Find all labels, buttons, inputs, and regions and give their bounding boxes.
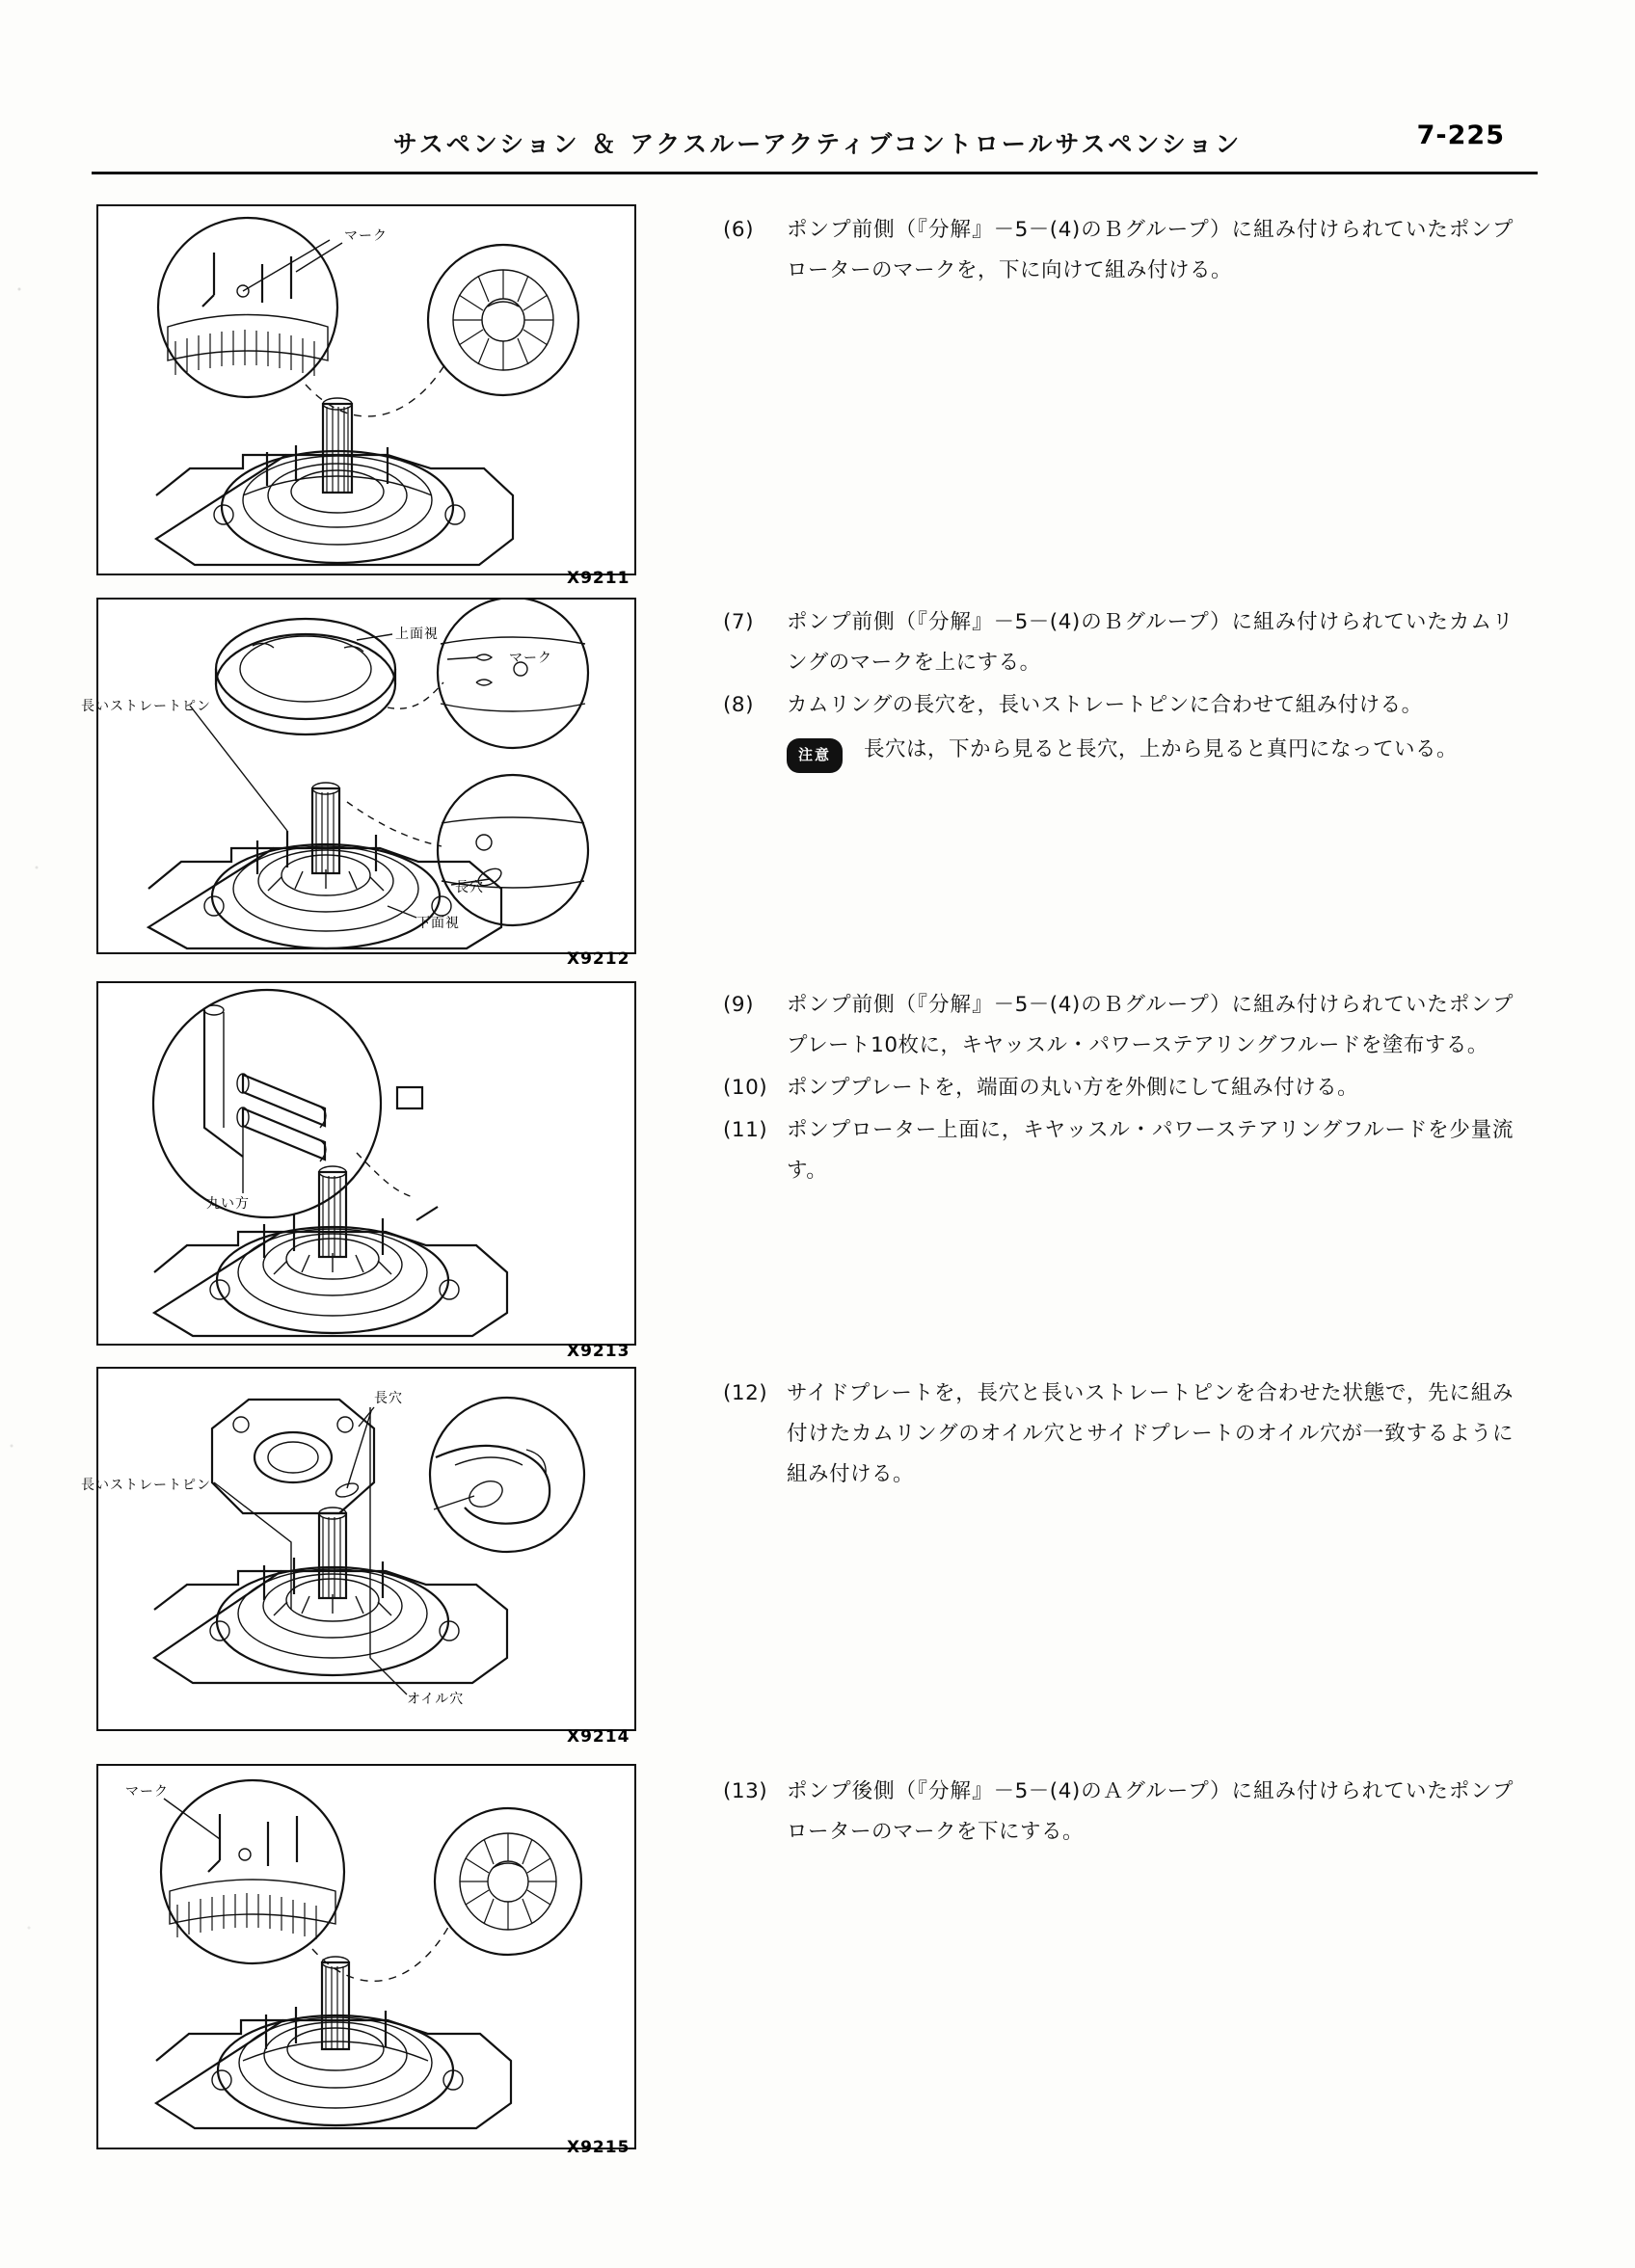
step-11-number: (11) (723, 1117, 768, 1142)
page-header (0, 125, 1635, 160)
step-11 (723, 1110, 1514, 1191)
figure-x9212-callout-bottom-view: 下面視 (416, 916, 460, 931)
figure-x9214-code: X9214 (567, 1727, 630, 1747)
step-group-7-8 (723, 602, 1514, 773)
step-6-text: ポンプ前側（『分解』－5－(4)のＢグループ）に組み付けられていたポンプローターのマークを，下に向けて組み付ける。 (787, 218, 1514, 282)
step-6-number: (6) (723, 218, 754, 242)
step-9-number: (9) (723, 993, 754, 1017)
figure-x9211 (96, 204, 636, 575)
figure-x9211-drawing (98, 206, 634, 574)
step-7-text: ポンプ前側（『分解』－5－(4)のＢグループ）に組み付けられていたカムリングのマークを上にする。 (787, 610, 1514, 675)
step-group-12 (723, 1374, 1514, 1497)
step-12-text: サイドプレートを，長穴と長いストレートピンを合わせた状態で，先に組み付けたカムリングのオイル穴とサイドプレートのオイル穴が一致するように組み付ける。 (787, 1381, 1514, 1486)
figure-x9214-callout-slot: 長穴 (374, 1391, 403, 1406)
figure-x9212-callout-long-straight-pin: 長いストレートピン (81, 699, 211, 714)
step-6 (723, 210, 1514, 291)
step-7-number: (7) (723, 610, 754, 634)
step-9 (723, 985, 1514, 1066)
step-13-text: ポンプ後側（『分解』－5－(4)のＡグループ）に組み付けられていたポンプローターのマークを下にする。 (787, 1779, 1514, 1844)
step-12-number: (12) (723, 1381, 768, 1405)
step-10-number: (10) (723, 1075, 768, 1100)
figure-x9215-callout-mark: マーク (125, 1784, 169, 1800)
figure-x9212-drawing (98, 600, 634, 952)
figure-x9213-callout-round-side: 丸い方 (206, 1196, 250, 1212)
figure-x9212-callout-slot: 長穴 (455, 880, 484, 895)
figure-x9215 (96, 1764, 636, 2149)
step-group-6 (723, 210, 1514, 293)
figure-x9213-code: X9213 (567, 1342, 630, 1361)
figure-x9215-code: X9215 (567, 2138, 630, 2157)
step-12 (723, 1374, 1514, 1495)
step-7 (723, 602, 1514, 683)
page-number: 7-225 (1416, 120, 1505, 150)
step-group-9-11 (723, 985, 1514, 1193)
figure-x9213 (96, 981, 636, 1346)
step-10 (723, 1068, 1514, 1108)
scan-edge-artifact (0, 0, 58, 2268)
caution-badge: 注意 (787, 738, 843, 773)
figure-x9212-callout-mark: マーク (509, 651, 552, 666)
step-11-text: ポンプローター上面に，キヤッスル・パワーステアリングフルードを少量流す。 (787, 1117, 1514, 1183)
step-10-text: ポンププレートを，端面の丸い方を外側にして組み付ける。 (787, 1075, 1359, 1100)
step-8-text: カムリングの長穴を，長いストレートピンに合わせて組み付ける。 (787, 692, 1423, 717)
caution-note (787, 730, 1514, 773)
figure-x9214 (81, 1367, 636, 1731)
step-9-text: ポンプ前側（『分解』－5－(4)のＢグループ）に組み付けられていたポンププレート10枚に，キヤッスル・パワーステアリングフルードを塗布する。 (787, 993, 1514, 1057)
figure-x9212-code: X9212 (567, 949, 630, 969)
figure-x9214-callout-oil-hole: オイル穴 (407, 1692, 465, 1707)
caution-text: 長穴は，下から見ると長穴，上から見ると真円になっている。 (864, 736, 1459, 761)
figure-x9213-drawing (98, 983, 634, 1344)
figure-x9214-drawing (98, 1369, 634, 1729)
page-title: サスペンション ＆ アクスルーアクティブコントロールサスペンション (392, 130, 1243, 158)
figure-x9214-callout-long-straight-pin: 長いストレートピン (81, 1478, 211, 1493)
figure-x9211-callout-mark: マーク (344, 228, 388, 244)
figure-x9212 (81, 598, 636, 954)
step-8 (723, 685, 1514, 726)
figure-x9215-drawing (98, 1766, 634, 2148)
figure-x9211-code: X9211 (567, 569, 630, 588)
step-group-13 (723, 1772, 1514, 1854)
figure-x9212-callout-top-view: 上面視 (395, 627, 439, 642)
header-rule (92, 172, 1538, 174)
step-13 (723, 1772, 1514, 1853)
step-8-number: (8) (723, 692, 754, 717)
step-13-number: (13) (723, 1779, 768, 1803)
